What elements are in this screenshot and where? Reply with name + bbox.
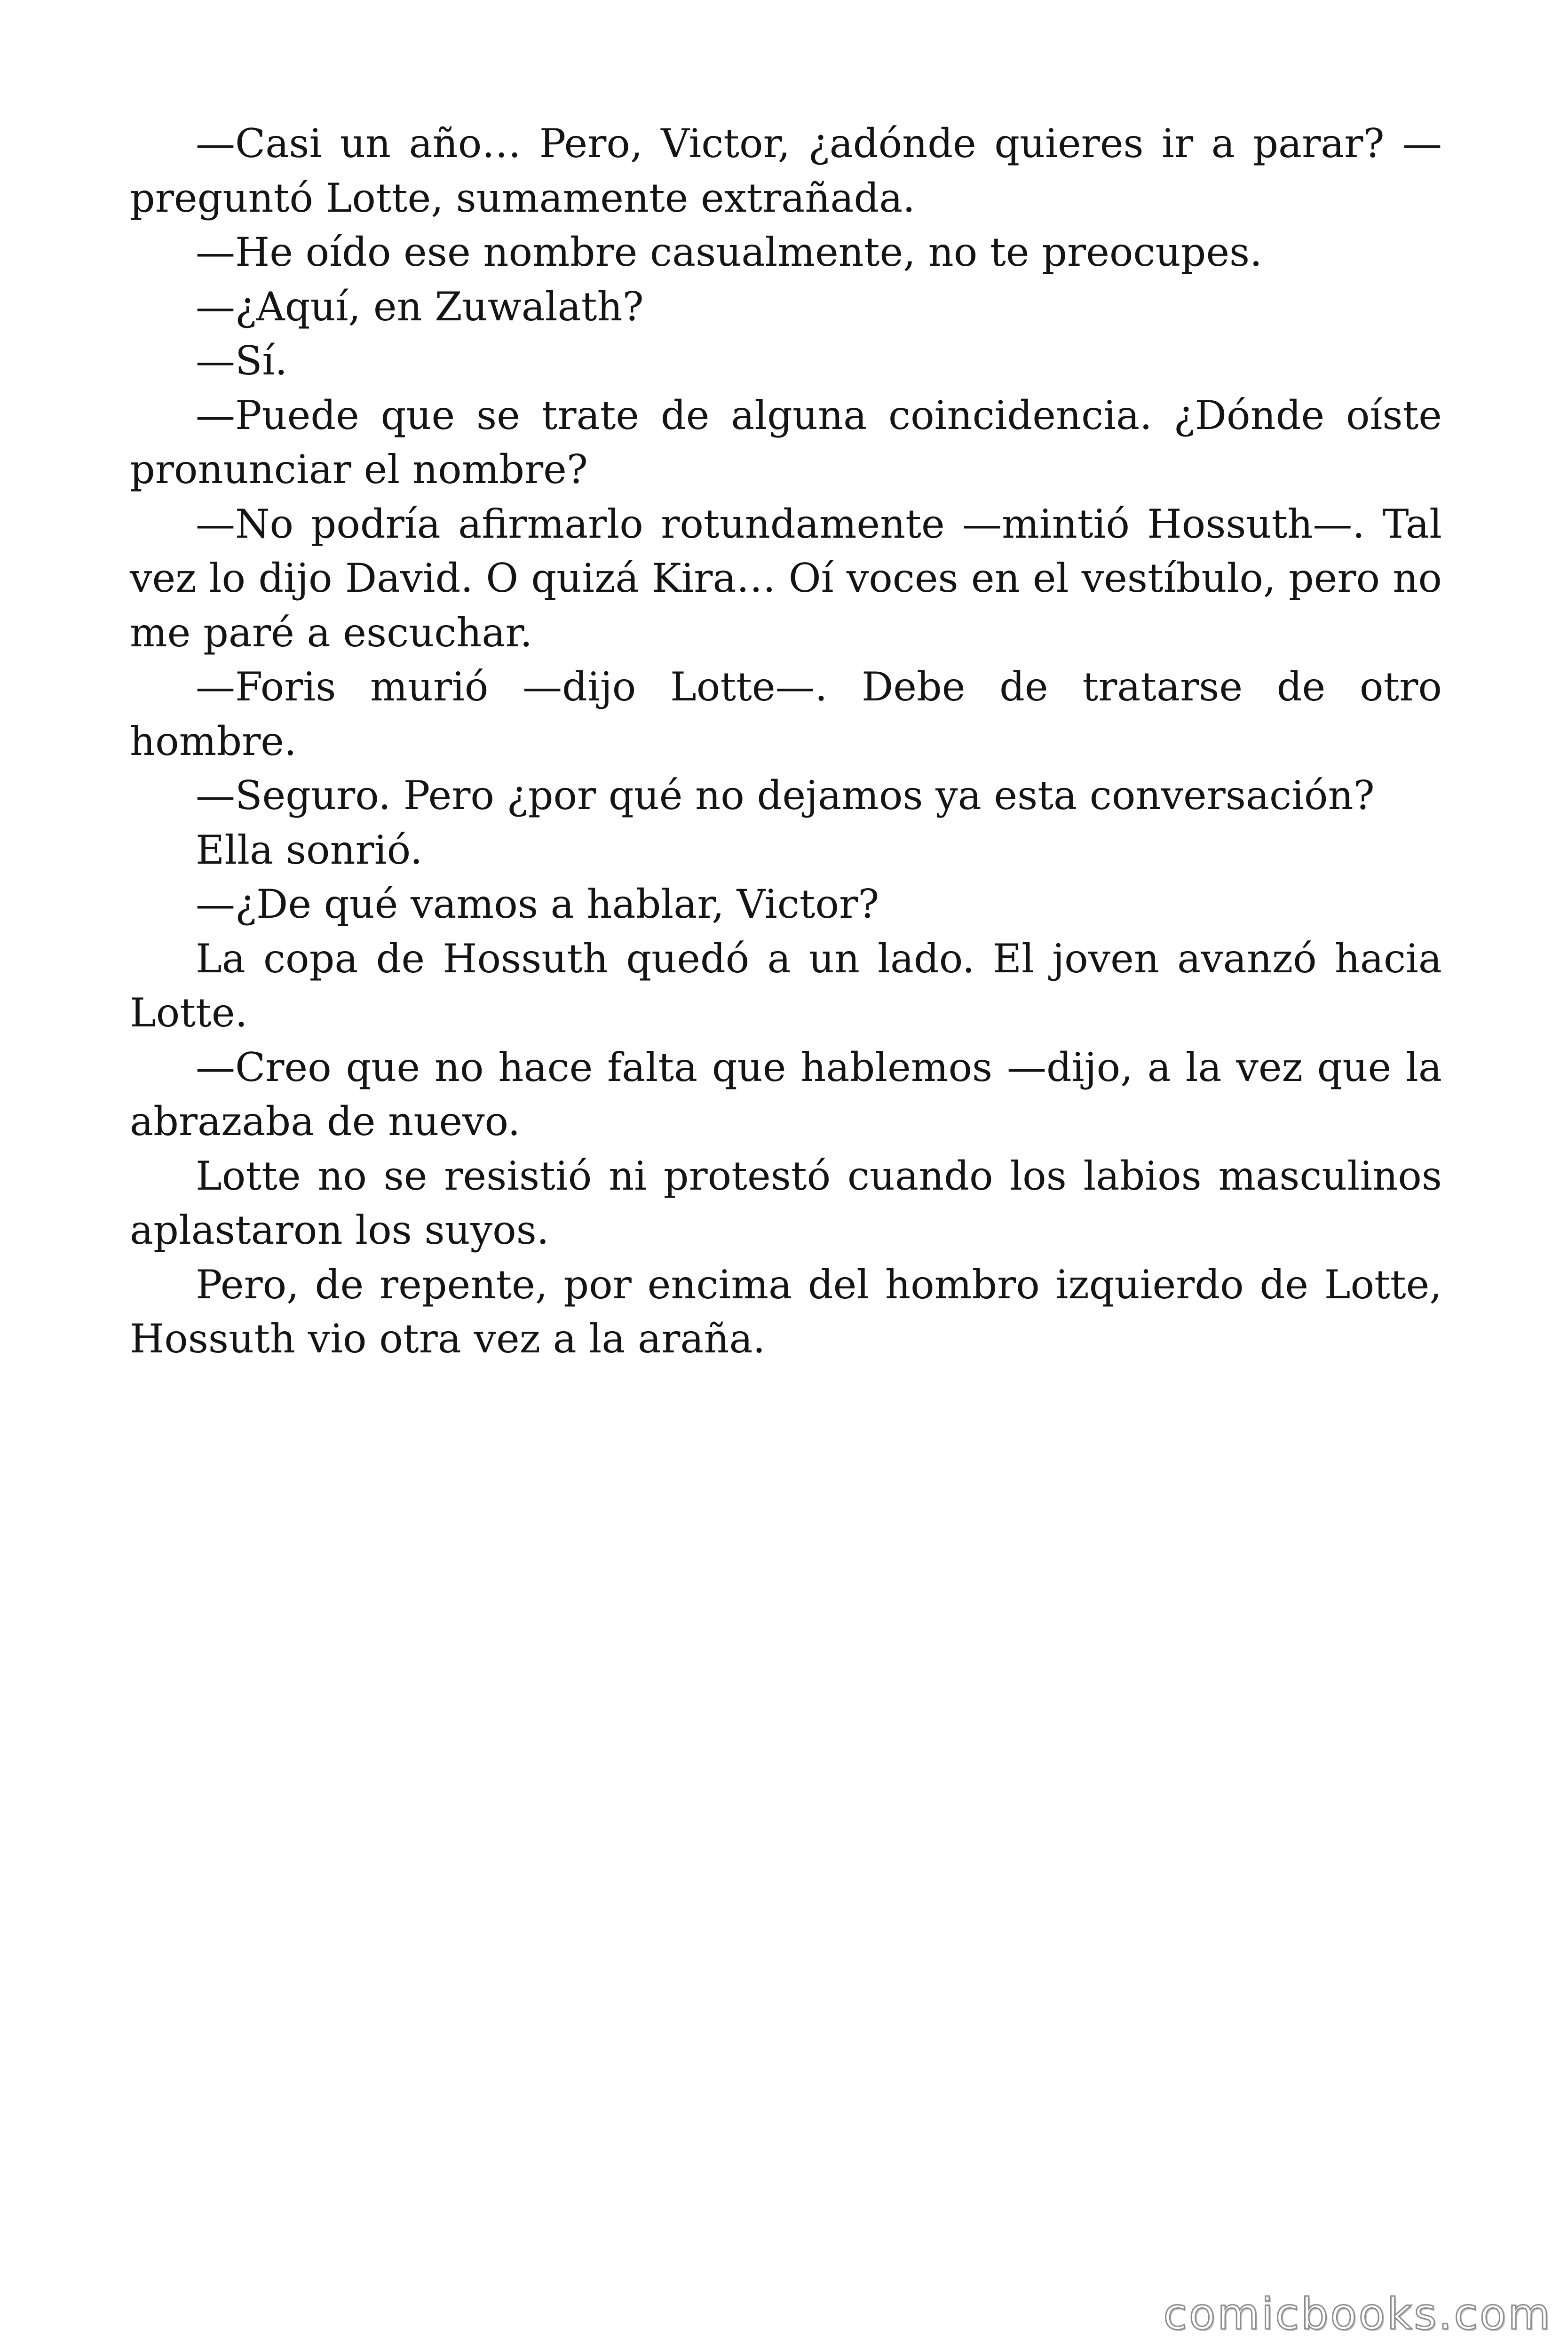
paragraph: —¿Aquí, en Zuwalath? [196,283,644,330]
page-text [130,117,1442,1367]
watermark: comicbooks.com [1163,2289,1552,2339]
paragraph: —¿De qué vamos a hablar, Victor? [196,881,879,927]
paragraph: Ella sonrió. [196,826,423,873]
paragraph: —Puede que se trate de alguna coincidencia. ¿Dónde oíste pronunciar el nombre? [130,392,1442,493]
paragraph: —No podría afirmarlo rotundamente —mintió Hossuth—. Tal vez lo dijo David. O quizá Kira… Oí voces en el vestíbulo, pero no me paré a escuchar. [130,501,1442,656]
paragraph: La copa de Hossuth quedó a un lado. El joven avanzó hacia Lotte. [130,935,1442,1036]
paragraph: Pero, de repente, por encima del hombro izquierdo de Lotte, Hossuth vio otra vez a la araña. [130,1261,1442,1362]
paragraph: —Seguro. Pero ¿por qué no dejamos ya esta conversación? [196,772,1375,818]
paragraph: —Foris murió —dijo Lotte—. Debe de tratarse de otro hombre. [130,664,1442,764]
paragraph: —Casi un año… Pero, Victor, ¿adónde quieres ir a parar? —preguntó Lotte, sumamente extrañada. [130,120,1442,221]
paragraph: —Sí. [196,338,288,384]
paragraph: —Creo que no hace falta que hablemos —dijo, a la vez que la abrazaba de nuevo. [130,1044,1442,1144]
paragraph: —He oído ese nombre casualmente, no te preocupes. [196,229,1262,275]
paragraph: Lotte no se resistió ni protestó cuando los labios masculinos aplastaron los suyos. [130,1152,1442,1253]
